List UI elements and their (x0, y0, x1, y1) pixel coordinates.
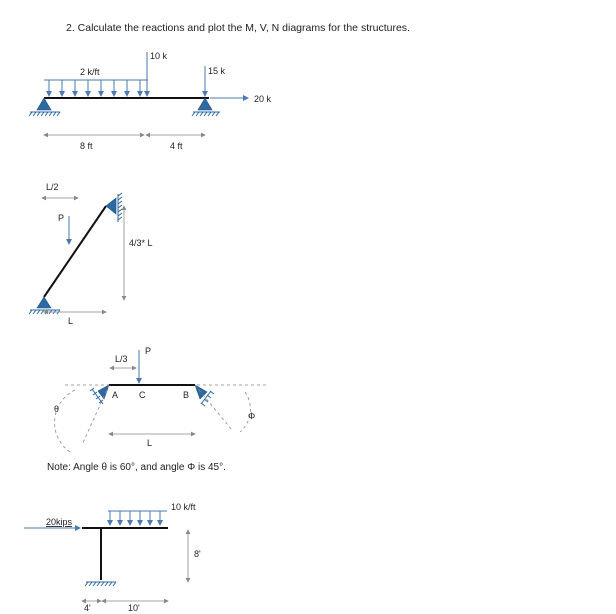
distributed-load-arrows (108, 511, 167, 525)
height-label: 8' (194, 549, 201, 559)
base-pin-support-icon (29, 297, 60, 314)
point-load-right-label: 15 k (208, 66, 226, 76)
dist-load-label: 2 k/ft (80, 67, 100, 77)
height-label: 4/3* L (129, 238, 153, 248)
span-right-label: 10' (128, 603, 140, 613)
span-left-label: 8 ft (80, 141, 93, 151)
load-label: P (58, 213, 65, 223)
point-b-label: B (183, 390, 190, 400)
wall-pin-support-icon (106, 193, 122, 222)
distributed-load-arrows (44, 80, 148, 96)
load-label: P (145, 346, 152, 356)
point-c-label: C (139, 390, 146, 400)
point-a-label: A (112, 390, 119, 400)
theta-label: θ (54, 404, 60, 414)
structure-4 (24, 502, 201, 613)
inclined-member (44, 206, 106, 297)
offset-top-label: L/2 (46, 182, 59, 192)
problem-title: 2. Calculate the reactions and plot the M, V, N diagrams for the structures. (66, 22, 410, 34)
base-label: L (68, 316, 74, 326)
point-load-top-label: 10 k (150, 51, 168, 61)
inclined-support-b-icon (195, 385, 214, 406)
structure-1 (29, 51, 272, 151)
phi-ray (195, 385, 232, 430)
point-load-label: 20kips (46, 517, 73, 527)
pin-support-icon (29, 98, 60, 116)
phi-label: Φ (248, 411, 256, 421)
span-right-label: 4 ft (170, 141, 183, 151)
structure-2 (29, 182, 153, 326)
inclined-support-a-icon (90, 385, 109, 404)
horizontal-load-label: 20 k (254, 94, 272, 104)
roller-support-icon (192, 98, 220, 116)
dist-load-label: 10 k/ft (171, 502, 196, 512)
angle-note: Note: Angle θ is 60°, and angle Φ is 45°. (47, 462, 226, 473)
span-label: L (147, 438, 153, 448)
offset-label: L/3 (115, 354, 128, 364)
span-left-label: 4' (84, 603, 91, 613)
fixed-support-icon (85, 582, 116, 586)
theta-arc (55, 390, 75, 452)
structure-3 (47, 346, 268, 473)
